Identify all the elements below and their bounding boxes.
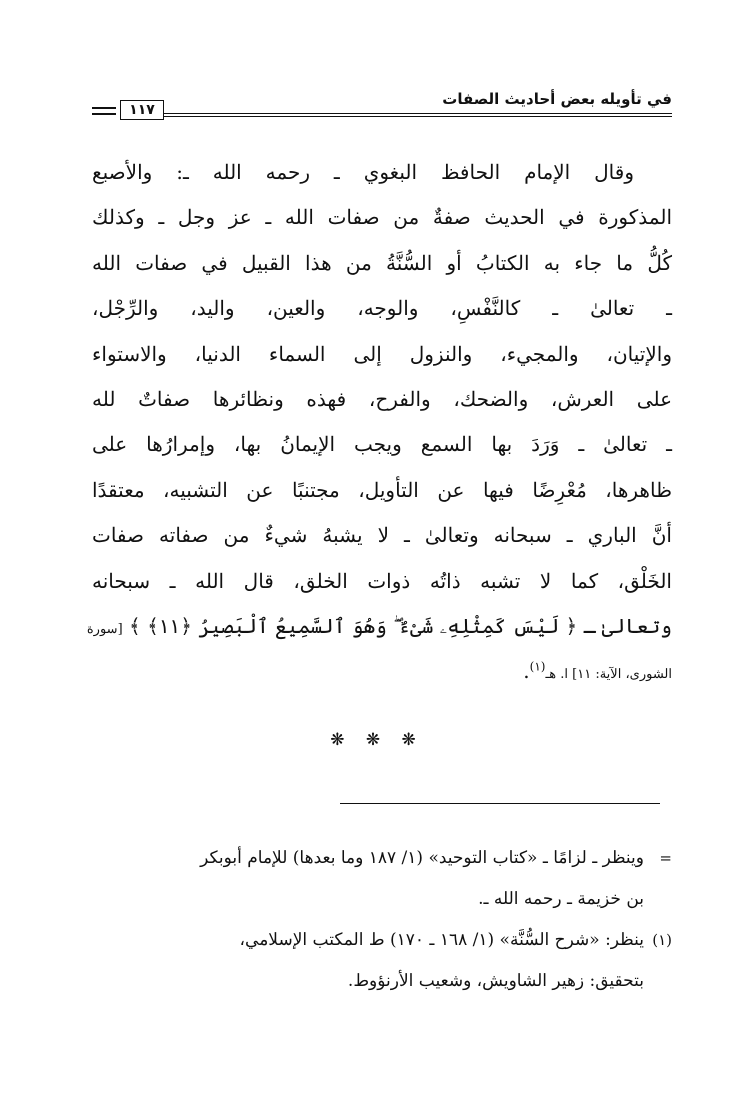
- verse-reference-cont: الشورى، الآية: ١١] ا. هـ: [545, 667, 672, 683]
- footnote-text: بتحقيق: زهير الشاويش، وشعيب الأرنؤوط.: [347, 971, 644, 991]
- footnote-marker: (١): [652, 931, 672, 949]
- header-ornament-line: [92, 107, 116, 109]
- text-line-end: .: [523, 659, 530, 684]
- footnote-text: بن خزيمة ـ رحمه الله ـ.: [478, 889, 644, 909]
- text-line: كُلُّ ما جاء به الكتابُ أو السُّنَّةُ من هذا القبيل في صفات الله: [92, 250, 672, 275]
- footnote-continuation-marker: =: [659, 849, 672, 867]
- page-number: ١١٧: [120, 100, 164, 120]
- header-rule: [164, 113, 672, 114]
- main-text: [86, 150, 672, 695]
- footnote-rule: [340, 803, 660, 804]
- running-title: في تأويله بعض أحاديث الصفات: [442, 90, 672, 108]
- text-line: على العرش، والضحك، والفرح، فهذه ونظائرها صفاتٌ لله: [92, 386, 672, 411]
- quran-verse-line: [86, 604, 672, 649]
- text-line: المذكورة في الحديث صفةٌ من صفات الله ـ عز وجل ـ وكذلك: [92, 205, 672, 230]
- text-line-last: [92, 649, 672, 694]
- footnote-text: ينظر: «شرح السُّنَّة» (١/ ١٦٨ ـ ١٧٠) ط المكتب الإسلامي،: [239, 930, 644, 950]
- footnote-line: [92, 920, 672, 961]
- header-rule-double: [164, 116, 672, 117]
- footnote-text: وينظر ـ لزامًا ـ «كتاب التوحيد» (١/ ١٨٧ وما بعدها) للإمام أبوبكر: [200, 848, 644, 868]
- page-header: [92, 86, 672, 122]
- footnote-line: [92, 961, 672, 1002]
- footnote-line: [92, 838, 672, 879]
- footnote-line: [92, 879, 672, 920]
- header-ornament-line: [92, 113, 116, 115]
- text-line: وقال الإمام الحافظ البغوي ـ رحمه الله ـ: والأصبع: [92, 160, 634, 184]
- text-line: ظاهرها، مُعْرِضًا فيها عن التأويل، مجتنبًا عن التشبيه، معتقدًا: [92, 477, 672, 502]
- text-line: والإتيان، والمجيء، والنزول إلى السماء الدنيا، والاستواء: [92, 341, 672, 366]
- text-line: ـ تعالىٰ ـ كالنَّفْسِ، والوجه، والعين، واليد، والرِّجْل،: [92, 296, 672, 321]
- verse-reference: [سورة: [86, 621, 123, 637]
- text-line: أنَّ الباري ـ سبحانه وتعالىٰ ـ لا يشبهُ شيءٌ من صفاته صفات: [92, 523, 672, 548]
- footnotes: [92, 838, 672, 1002]
- text-line: ـ تعالىٰ ـ وَرَدَ بها السمع ويجب الإيمانُ بها، وإمرارُها على: [92, 432, 672, 457]
- footnote-ref: (١): [529, 659, 546, 674]
- quran-verse: وتعالىٰ ـ ﴿ لَيْسَ كَمِثْلِهِۦ شَىْءٌ ۖ وَهُوَ ٱلسَّمِيعُ ٱلْبَصِيرُ ﴿١١﴾ ﴾: [129, 613, 672, 638]
- section-separator: ❋ ❋ ❋: [330, 730, 424, 750]
- text-line: الخَلْق، كما لا تشبه ذاتُه ذوات الخلق، قال الله ـ سبحانه: [92, 568, 672, 593]
